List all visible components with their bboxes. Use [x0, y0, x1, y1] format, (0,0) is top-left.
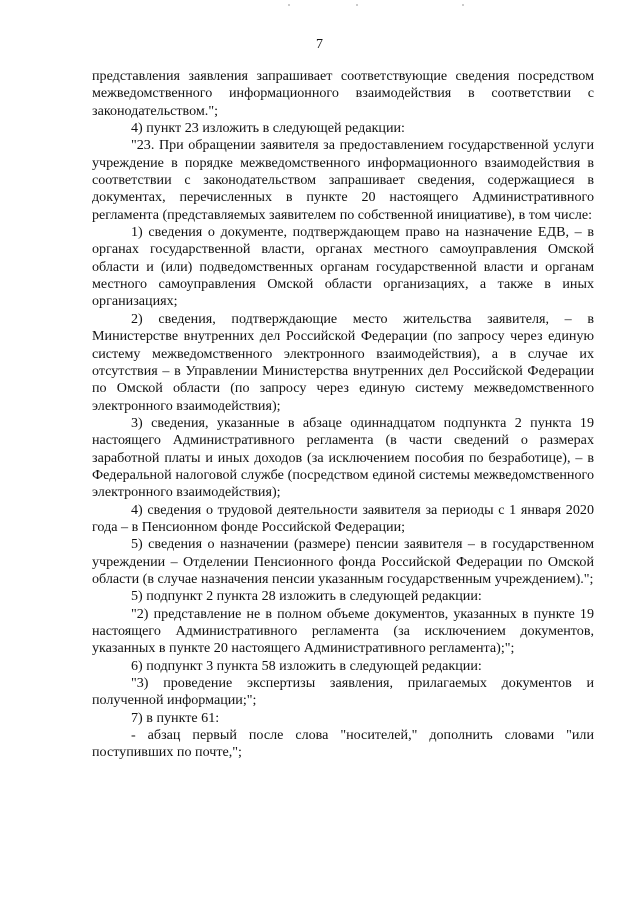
scan-speckles [0, 4, 639, 12]
paragraph: представления заявления запрашивает соответствующие сведения посредством межведомственного информационного взаимодействия в соответствии с законодательством."; [92, 68, 594, 119]
paragraph: 4) пункт 23 изложить в следующей редакции: [131, 120, 405, 137]
document-body [92, 68, 594, 762]
paragraph: 5) сведения о назначении (размере) пенсии заявителя – в государственном учреждении – Отделении Пенсионного фонда Российской Федерации по Омской области (в случае назначения пенсии указанным государственным учреждением)."; [92, 536, 594, 587]
paragraph: "3) проведение экспертизы заявления, прилагаемых документов и полученной информации;"; [92, 675, 594, 709]
paragraph: 2) сведения, подтверждающие место жительства заявителя, – в Министерстве внутренних дел Российской Федерации (по запросу через единую систему межведомственного электронного взаимодействия), а в случае их отсутствия – в Управлении Министерства внутренних дел Российской Федерации по Омской области (по запросу через единую систему межведомственного электронного взаимодействия); [92, 310, 594, 414]
paragraph: 7) в пункте 61: [131, 709, 220, 726]
paragraph: - абзац первый после слова "носителей," дополнить словами "или поступивших по почте,"; [92, 727, 594, 761]
paragraph: 4) сведения о трудовой деятельности заявителя за периоды с 1 января 2020 года – в Пенсионном фонде Российской Федерации; [92, 501, 594, 535]
paragraph: 6) подпункт 3 пункта 58 изложить в следующей редакции: [131, 657, 482, 674]
paragraph: 3) сведения, указанные в абзаце одиннадцатом подпункта 2 пункта 19 настоящего Административного регламента (в части сведений о размерах заработной платы и иных доходов (за исключением пособия по безработице), – в Федеральной налоговой службе (посредством единой системы межведомственного электронного взаимодействия); [92, 414, 594, 501]
paragraph: 1) сведения о документе, подтверждающем право на назначение ЕДВ, – в органах государственной власти, органах местного самоуправления Омской области и (или) подведомственных органам государственной власти и органам местного самоуправления Омской области организациях, а также в иных организациях; [92, 224, 594, 310]
paragraph: 5) подпункт 2 пункта 28 изложить в следующей редакции: [131, 588, 482, 605]
paragraph: "23. При обращении заявителя за предоставлением государственной услуги учреждение в порядке межведомственного информационного взаимодействия в соответствии с законодательством запрашивает сведения, содержащиеся в документах, перечисленных в пункте 20 настоящего Административного регламента (представляемых заявителем по собственной инициативе), в том числе: [92, 137, 594, 223]
paragraph: "2) представление не в полном объеме документов, указанных в пункте 19 настоящего Административного регламента (за исключением документов, указанных в пункте 20 настоящего Административного регламента);"; [92, 605, 594, 657]
page-number: 7 [316, 37, 323, 52]
